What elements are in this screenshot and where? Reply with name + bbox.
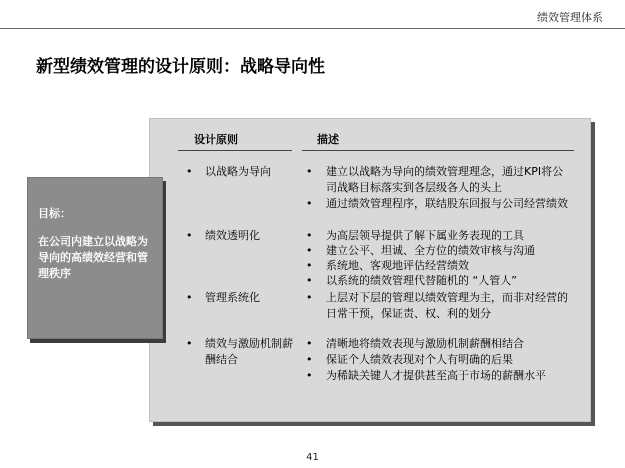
description-text: 上层对下层的管理以绩效管理为主，而非对经营的日常干预，保证责、权、利的划分 — [326, 291, 568, 320]
description-text: 保证个人绩效表现对个人有明确的后果 — [326, 353, 513, 366]
bullet-icon: • — [306, 353, 313, 366]
section-header-title: 绩效管理体系 — [537, 11, 603, 24]
bullet-icon: • — [306, 369, 313, 382]
principle-item — [186, 290, 304, 306]
column-header-rule-description — [302, 150, 574, 151]
description-text: 通过绩效管理程序，联结股东回报与公司经营绩效 — [326, 197, 568, 210]
description-item — [306, 164, 574, 196]
page-title: 新型绩效管理的设计原则：战略导向性 — [36, 57, 325, 77]
description-text: 建立公平、坦诚、全方位的绩效审核与沟通 — [326, 244, 535, 257]
principle-item — [186, 164, 304, 180]
bullet-icon: • — [186, 165, 193, 178]
description-item — [306, 336, 574, 352]
description-text: 为稀缺关键人才提供甚至高于市场的薪酬水平 — [326, 369, 546, 382]
principle-item — [186, 228, 304, 244]
bullet-icon: • — [306, 337, 313, 350]
bullet-icon: • — [306, 229, 313, 242]
description-text: 系统地、客观地评估经营绩效 — [326, 259, 469, 272]
column-header-principle: 设计原则 — [194, 133, 238, 146]
bullet-icon: • — [186, 291, 193, 304]
bullet-icon: • — [186, 229, 193, 242]
description-text: 清晰地将绩效表现与激励机制薪酬相结合 — [326, 337, 524, 350]
description-item — [306, 290, 574, 322]
bullet-icon: • — [306, 259, 313, 272]
principle-text: 以战略为导向 — [205, 165, 271, 178]
description-item — [306, 352, 574, 368]
description-item — [306, 273, 574, 289]
column-header-description: 描述 — [317, 133, 339, 146]
bullet-icon: • — [186, 337, 193, 350]
bullet-icon: • — [306, 291, 313, 304]
description-item — [306, 368, 574, 384]
description-item — [306, 258, 574, 274]
goal-box — [27, 177, 163, 339]
header-divider — [0, 28, 625, 29]
goal-text: 在公司内建立以战略为导向的高绩效经营和管理秩序 — [38, 235, 148, 280]
principle-text: 绩效与激励机制薪酬结合 — [205, 337, 293, 366]
bullet-icon: • — [306, 244, 313, 257]
goal-label: 目标： — [38, 207, 71, 220]
page-number: 41 — [306, 452, 319, 463]
bullet-icon: • — [306, 165, 313, 178]
principle-item — [186, 336, 296, 368]
description-item — [306, 196, 574, 212]
description-text: 以系统的绩效管理代替随机的 “人管人” — [326, 274, 517, 287]
column-header-rule-principle — [178, 150, 292, 151]
principle-text: 绩效透明化 — [205, 229, 260, 242]
description-item — [306, 243, 574, 259]
description-text: 为高层领导提供了解下属业务表现的工具 — [326, 229, 524, 242]
bullet-icon: • — [306, 274, 313, 287]
bullet-icon: • — [306, 197, 313, 210]
principle-text: 管理系统化 — [205, 291, 260, 304]
description-text: 建立以战略为导向的绩效管理理念，通过KPI将公司战略目标落实到各层级各人的头上 — [326, 165, 564, 194]
description-item — [306, 228, 574, 244]
